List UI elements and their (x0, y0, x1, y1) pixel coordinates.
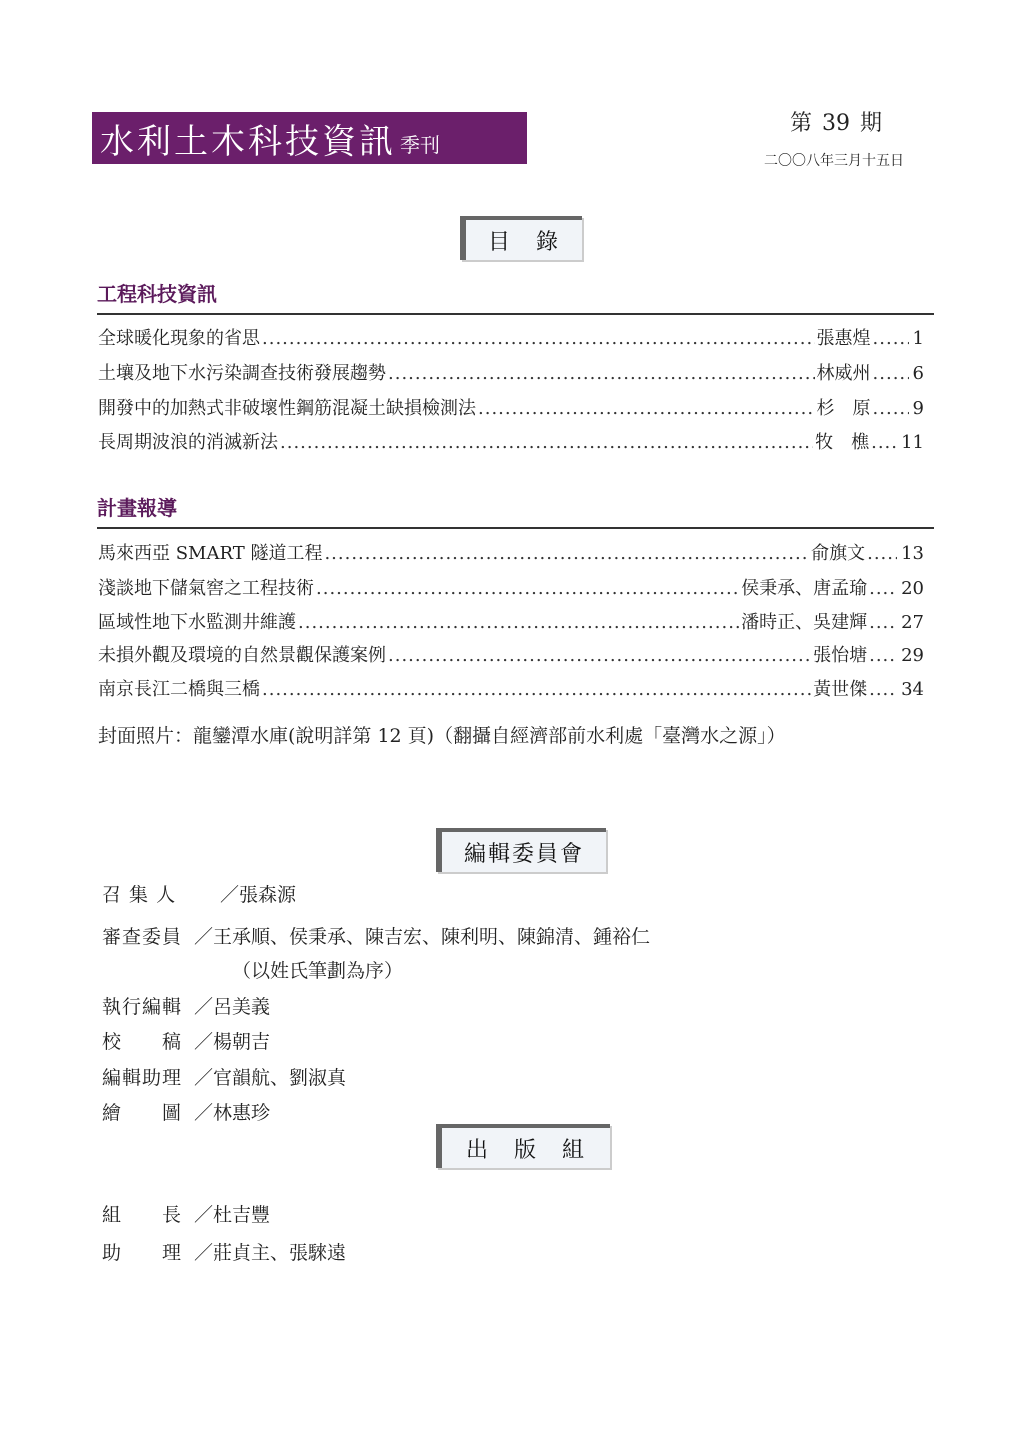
role-names: ／莊貞主、張騋遠 (194, 1242, 347, 1264)
toc-leader (388, 645, 811, 666)
role-label: 校 稿 (102, 1031, 183, 1053)
toc-entry-author: 杉 原 (816, 398, 871, 419)
toc-entry-title: 長周期波浪的消滅新法 (98, 432, 278, 453)
toc-entry[interactable] (98, 574, 924, 602)
reviewers-order-note: （以姓氏筆劃為序） (232, 960, 404, 982)
section-engineering-title: 工程科技資訊 (97, 278, 934, 315)
toc-leader (280, 432, 813, 453)
toc-leader (873, 398, 909, 419)
toc-leader (869, 679, 897, 700)
role-names: ／張森源 (220, 884, 297, 906)
editorial-executive-editor (102, 992, 270, 1019)
issue-prefix: 第 (790, 111, 813, 136)
role-label: 審查委員 (102, 926, 183, 948)
toc-entry[interactable] (98, 324, 924, 352)
role-names: ／林惠珍 (194, 1102, 271, 1124)
magazine-banner (92, 112, 527, 164)
toc-entry-author: 潘時正、吳建輝 (741, 612, 868, 633)
role-label: 執行編輯 (102, 996, 183, 1018)
toc-leader (262, 328, 815, 349)
toc-entry-page: 27 (901, 612, 924, 633)
toc-entry[interactable] (98, 539, 924, 567)
editorial-convener (102, 880, 296, 907)
toc-entry-page: 20 (901, 578, 924, 599)
toc-leader (873, 363, 909, 384)
toc-entry-title: 淺談地下儲氣窖之工程技術 (98, 578, 314, 599)
role-label: 召 集 人 (102, 884, 177, 906)
toc-entry-page: 6 (912, 363, 924, 384)
toc-entry-page: 13 (901, 543, 924, 564)
toc-entry-page: 29 (901, 645, 924, 666)
toc-entry[interactable] (98, 359, 924, 387)
role-names: ／呂美義 (194, 996, 271, 1018)
toc-entry-author: 牧 樵 (815, 432, 870, 453)
editorial-reviewers (102, 922, 650, 949)
toc-entry-title: 南京長江二橋與三橋 (98, 679, 260, 700)
role-label: 助 理 (102, 1242, 183, 1264)
toc-entry-author: 張惠煌 (816, 328, 871, 349)
toc-leader (262, 679, 811, 700)
toc-entry[interactable] (98, 394, 924, 422)
issue-suffix: 期 (860, 111, 883, 136)
toc-entry-title: 開發中的加熱式非破壞性鋼筋混凝土缺損檢測法 (98, 398, 476, 419)
editorial-proofreader (102, 1027, 270, 1054)
toc-leader (869, 578, 897, 599)
toc-entry-title: 馬來西亞 SMART 隧道工程 (98, 543, 323, 564)
role-label: 組 長 (102, 1204, 183, 1226)
toc-entry-page: 9 (912, 398, 924, 419)
toc-entry-page: 1 (912, 328, 924, 349)
toc-entry-page: 34 (901, 679, 924, 700)
toc-entry-page: 11 (901, 432, 924, 453)
toc-entry-title: 全球暖化現象的省思 (98, 328, 260, 349)
toc-entry-title: 未損外觀及環境的自然景觀保護案例 (98, 645, 386, 666)
section-plan-title: 計畫報導 (97, 492, 934, 529)
toc-entry-title: 區域性地下水監測井維護 (98, 612, 296, 633)
publishing-leader (102, 1200, 270, 1227)
role-label: 編輯助理 (102, 1067, 183, 1089)
toc-leader (324, 543, 809, 564)
toc-leader (867, 543, 897, 564)
issue-number (790, 106, 882, 137)
toc-entry[interactable] (98, 641, 924, 669)
toc-entry-author: 侯秉承、唐孟瑜 (741, 578, 868, 599)
role-names: ／王承順、侯秉承、陳吉宏、陳利明、陳錦清、鍾裕仁 (194, 926, 651, 948)
toc-leader (869, 645, 897, 666)
publishing-assistants (102, 1238, 346, 1265)
toc-leader (871, 432, 897, 453)
toc-entry[interactable] (98, 675, 924, 703)
toc-leader (478, 398, 815, 419)
issue-value: 39 (822, 111, 851, 136)
toc-leader (316, 578, 739, 599)
editorial-assistants (102, 1063, 346, 1090)
toc-heading: 目 錄 (460, 216, 582, 260)
toc-leader (869, 612, 897, 633)
toc-entry-author: 林威州 (816, 363, 871, 384)
toc-leader (388, 363, 815, 384)
role-names: ／官韻航、劉淑真 (194, 1067, 347, 1089)
editorial-illustrator (102, 1098, 270, 1125)
magazine-subtitle: 季刊 (400, 132, 440, 157)
toc-entry[interactable] (98, 608, 924, 636)
toc-leader (298, 612, 739, 633)
role-names: ／楊朝吉 (194, 1031, 271, 1053)
publishing-group-heading: 出 版 組 (436, 1124, 610, 1168)
role-label: 繪 圖 (102, 1102, 183, 1124)
toc-entry-title: 土壤及地下水污染調查技術發展趨勢 (98, 363, 386, 384)
toc-leader (873, 328, 909, 349)
magazine-title: 水利土木科技資訊 (100, 121, 396, 162)
role-names: ／杜吉豐 (194, 1204, 271, 1226)
toc-entry-author: 張怡塘 (813, 645, 868, 666)
cover-photo-note: 封面照片：龍鑾潭水庫(說明詳第 12 頁)（翻攝自經濟部前水利處「臺灣水之源」） (98, 725, 786, 747)
toc-entry-author: 俞旗文 (811, 543, 866, 564)
toc-entry[interactable] (98, 428, 924, 456)
editorial-board-heading: 編輯委員會 (436, 828, 606, 872)
issue-date: 二〇〇八年三月十五日 (764, 153, 904, 169)
toc-entry-author: 黃世傑 (813, 679, 868, 700)
